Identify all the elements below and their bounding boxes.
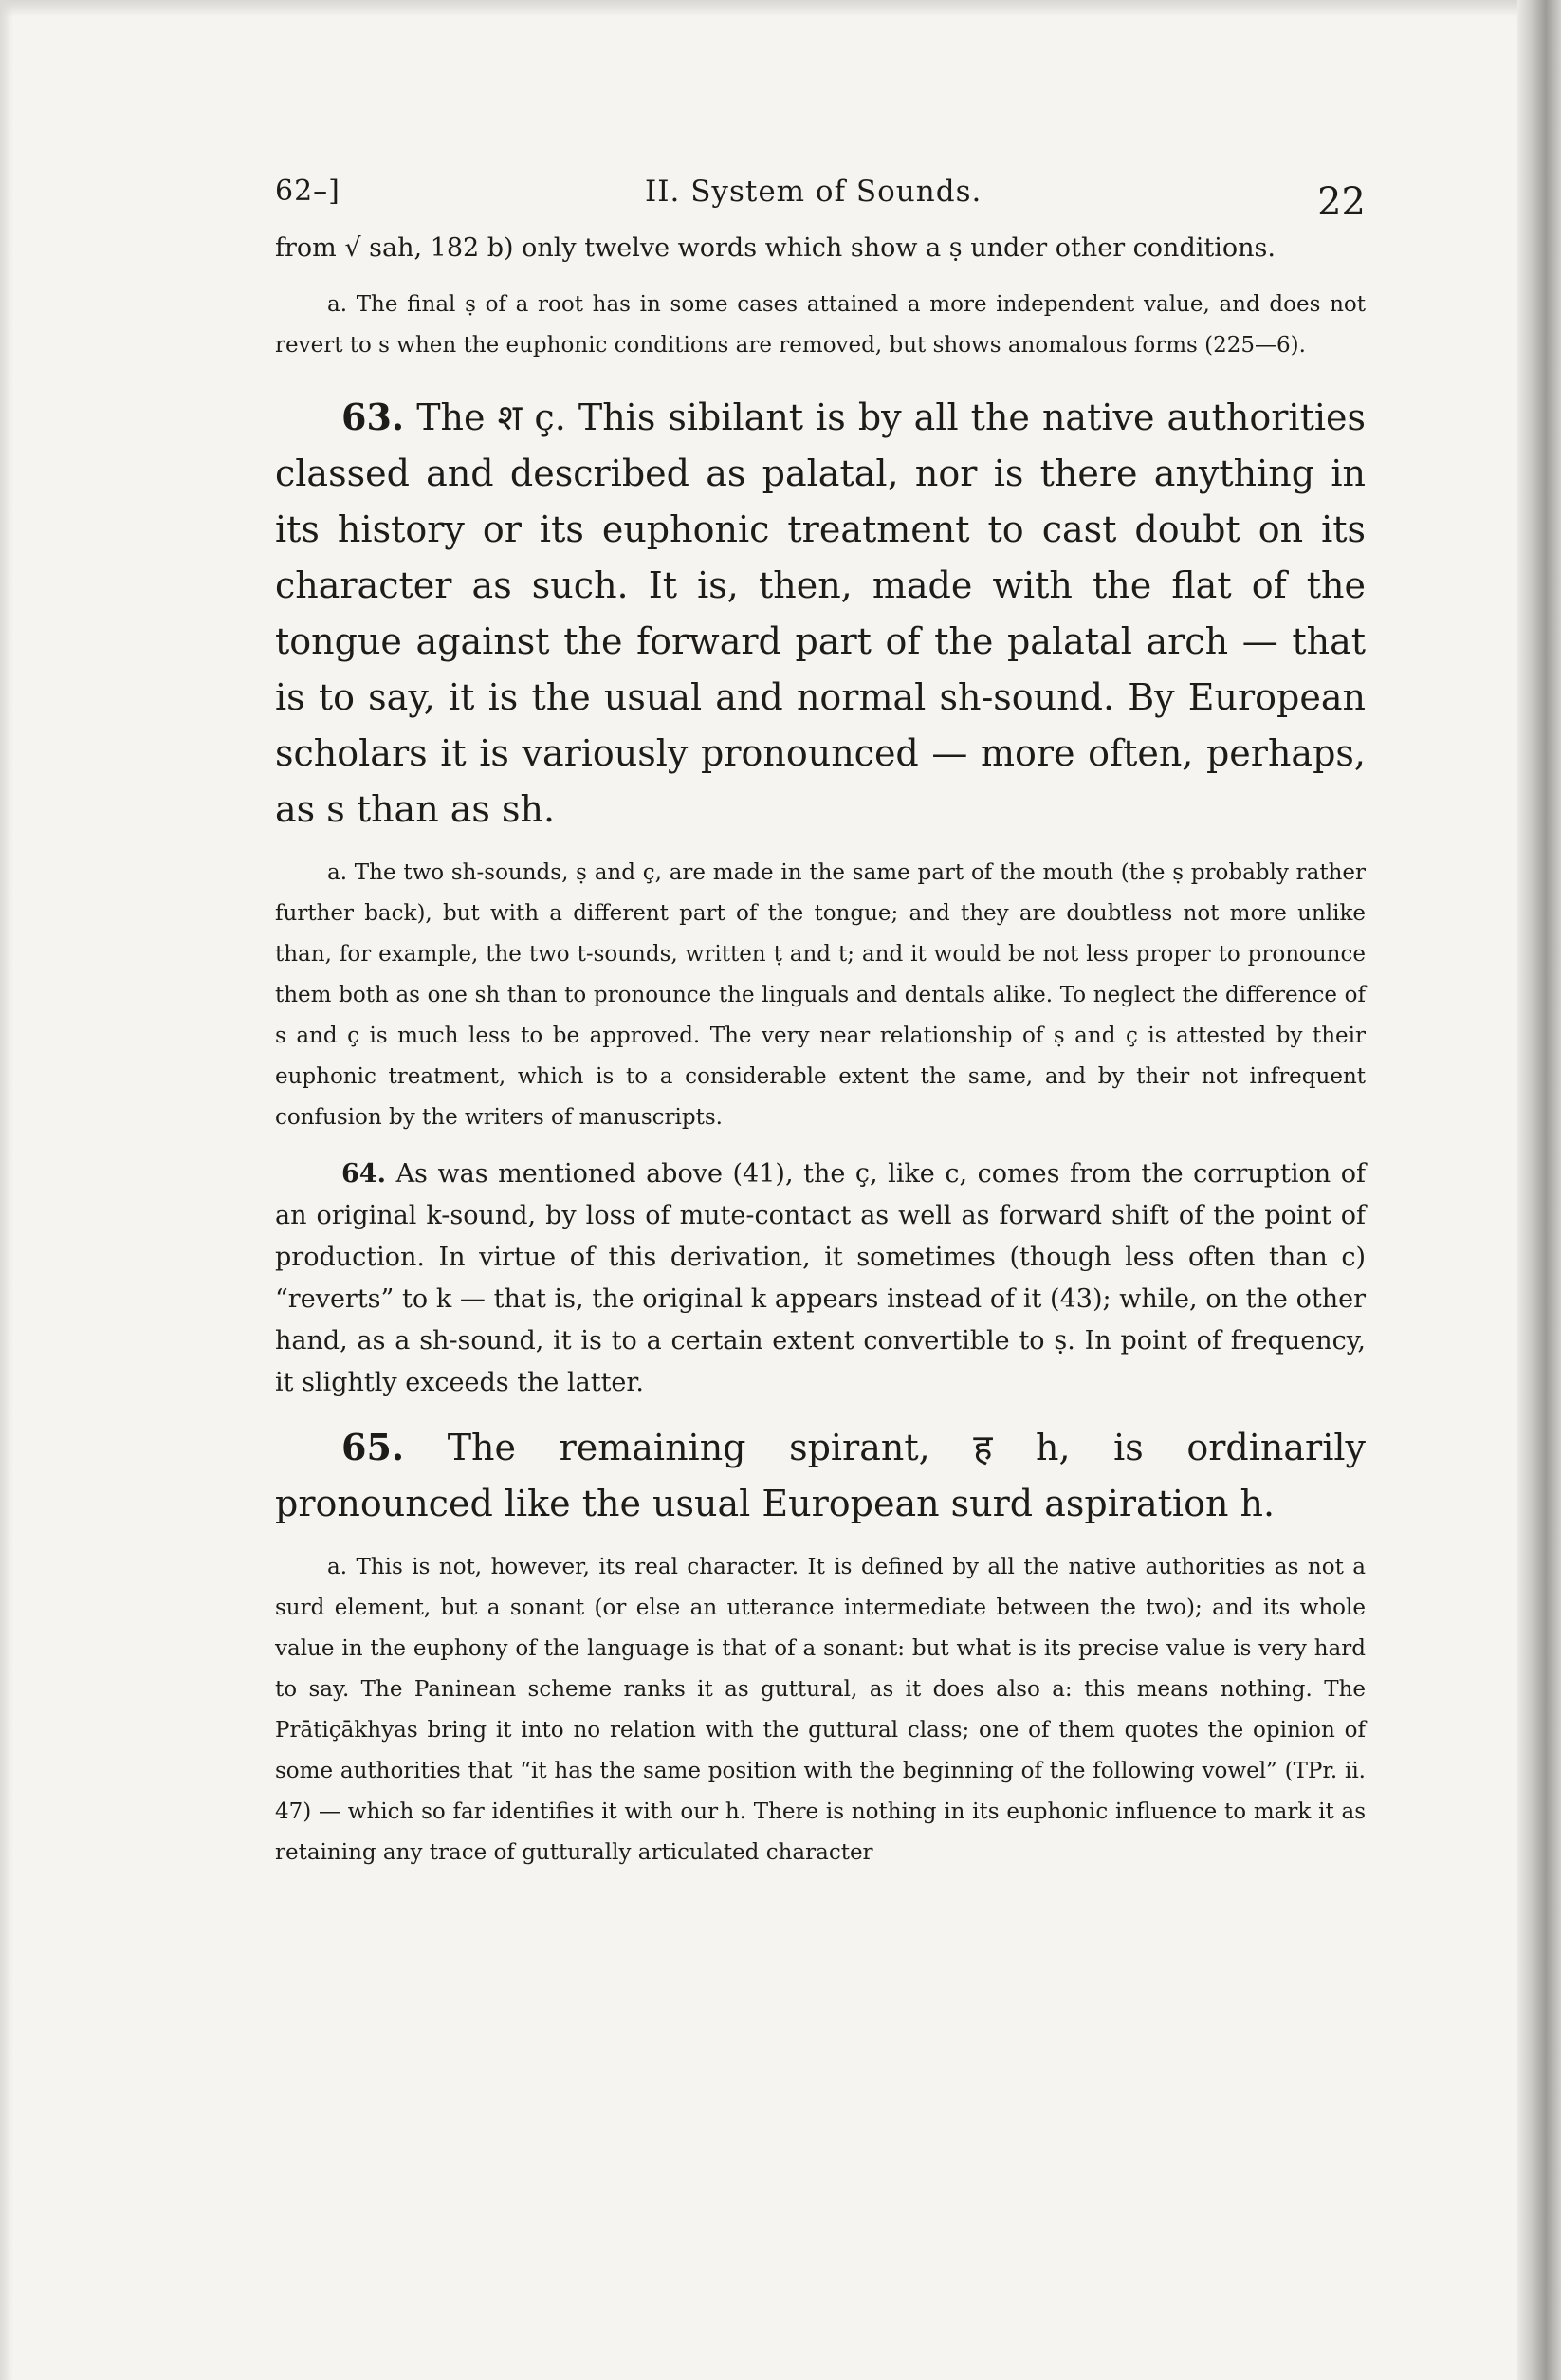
section-reference: 62–] — [275, 175, 340, 208]
page-top-shadow — [0, 0, 1561, 17]
note-62a: a. The final ṣ of a root has in some cases attained a more independent value, and does not revert to s when the euphonic conditions are removed, but shows anomalous forms (225—6). — [275, 292, 1366, 358]
page-number: 22 — [1317, 180, 1366, 224]
running-header — [275, 161, 1366, 228]
page-left-shadow — [0, 0, 13, 2380]
note-65a: a. This is not, however, its real character. It is defined by all the native authorities as not a surd element, but a sonant (or else an utterance intermediate between the two); and its whole value in the euphony of the language is that of a sonant: but what is its precise value is very hard to say. The Paninean scheme ranks it as guttural, as it does also a: this means nothing. The Prātiçākhyas bring it into no relation with the guttural class; one of them quotes the opinion of some authorities that “it has the same position with the beginning of the following vowel” (TPr. ii. 47) — which so far identifies it with our h. There is nothing in its euphonic influence to mark it as retaining any trace of gutturally articulated character — [275, 1555, 1366, 1865]
note-63a: a. The two sh-sounds, ṣ and ç, are made in the same part of the mouth (the ṣ probably rather further back), but with a different part of the tongue; and they are doubtless not more unlike than, for example, the two t-sounds, written ṭ and t; and it would be not less proper to pronounce them both as one sh than to pronounce the linguals and dentals alike. To neglect the difference of s and ç is much less to be approved. The very near relationship of ṣ and ç is attested by their euphonic treatment, which is to a considerable extent the same, and by their not infrequent confusion by the writers of manuscripts. — [275, 860, 1366, 1130]
paragraph-65-text: The remaining spirant, ह h, is ordinarily pronounced like the usual European surd aspiration h. — [275, 1427, 1366, 1524]
section-number-64: 64. — [341, 1159, 386, 1189]
section-number-65: 65. — [341, 1426, 405, 1468]
paragraph-64 — [275, 1153, 1366, 1404]
paragraph-63-text: The श ç. This sibilant is by all the native authorities classed and described as palatal, nor is there anything in its history or its euphonic treatment to cast doubt on its character as such. It is, then, made with the flat of the tongue against the forward part of the palatal arch — that is to say, it is the usual and normal sh-sound. By European scholars it is variously pronounced — more often, perhaps, as s than as sh. — [275, 397, 1366, 830]
page-content — [275, 161, 1366, 1873]
running-title: II. System of Sounds. — [645, 175, 983, 209]
page-binding-edge — [1517, 0, 1561, 2380]
paragraph-63 — [275, 389, 1366, 838]
paragraph-64-text: As was mentioned above (41), the ç, like c, comes from the corruption of an original k-sound, by loss of mute-contact as well as forward shift of the point of production. In virtue of this derivation, it sometimes (though less often than c) “reverts” to k — that is, the original k appears instead of it (43); while, on the other hand, as a sh-sound, it is to a certain extent convertible to ṣ. In point of frequency, it slightly exceeds the latter. — [275, 1159, 1366, 1397]
section-number-63: 63. — [341, 396, 405, 438]
paragraph-65 — [275, 1419, 1366, 1532]
paragraph-continuation: from √ sah, 182 b) only twelve words which show a ṣ under other conditions. — [275, 233, 1276, 263]
